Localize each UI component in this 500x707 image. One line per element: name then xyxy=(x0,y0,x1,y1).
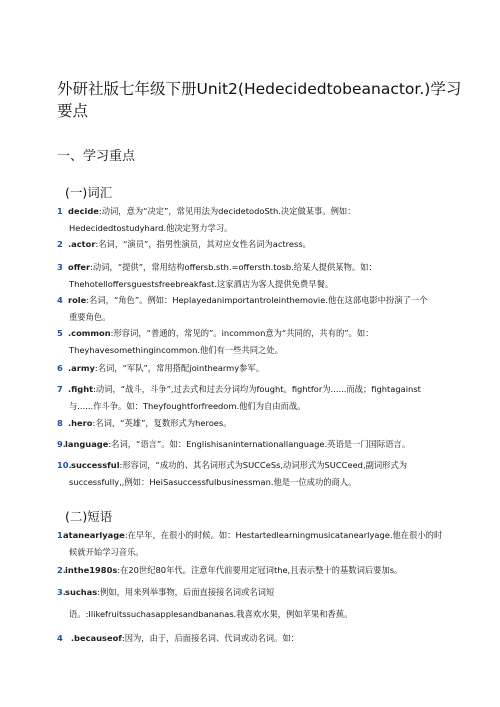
item-term: .army xyxy=(68,363,95,373)
phrase-heading: (二)短语 xyxy=(65,509,113,524)
item-term: .becauseof xyxy=(68,633,122,643)
vocab-item xyxy=(57,381,477,415)
item-number: 8 xyxy=(57,418,63,428)
item-number: 1 xyxy=(57,530,63,540)
item-term: decide xyxy=(68,206,99,216)
item-text: :名词，“演员”，指男性演员，其对应女性名词为actress。 xyxy=(95,239,311,249)
item-number: 3. xyxy=(57,587,66,597)
vocab-item xyxy=(57,360,477,377)
item-term: suchas xyxy=(65,587,98,597)
item-term: .common xyxy=(68,328,111,338)
item-number: 10. xyxy=(57,460,72,470)
item-number: 4 xyxy=(57,633,63,643)
doc-title-line2: 要点 xyxy=(57,102,89,120)
section-heading-key-points: 一、学习重点 xyxy=(57,149,136,164)
item-number: 6 xyxy=(57,363,63,373)
item-text: :名词，“军队”，常用搭配jointhearmy参军。 xyxy=(94,363,265,373)
item-term: inthe1980s xyxy=(65,565,118,575)
phrase-item xyxy=(57,584,477,623)
item-number: 9. xyxy=(57,439,66,449)
item-text: :名词，“角色”。例如：Heplayedanimportantroleinthemovie.他在这部电影中扮演了一个 xyxy=(86,295,428,305)
vocab-item xyxy=(57,457,477,491)
item-text-line2: 语。:Ilikefruitssuchasapplesandbananas.我喜欢水果，例如苹果和香蕉。 xyxy=(69,609,353,619)
item-text: :动词，“战斗，斗争”,过去式和过去分词均为fought。fightfor为......而战；fightagainst xyxy=(93,384,421,394)
item-number: 1 xyxy=(57,206,63,216)
item-text-line2: Thehotelloffersguestsfreebreakfast.这家酒店为客人提供免费早餐。 xyxy=(69,279,334,289)
phrase-item xyxy=(57,562,477,579)
item-term: .actor xyxy=(68,239,96,249)
item-number: 7 xyxy=(57,384,63,394)
item-term: language xyxy=(65,439,109,449)
item-number: 2. xyxy=(57,565,66,575)
item-text: :在早年，在很小的时候。如：Hestartedlearningmusicatanearlyage.他在很小的时 xyxy=(124,530,443,540)
item-number: 5 xyxy=(57,328,63,338)
item-text: :在20世纪80年代。注意年代前要用定冠词the,且表示整十的基数词后要加s。 xyxy=(117,565,403,575)
item-text-line2: Theyhavesomethingincommon.他们有一些共同之处。 xyxy=(69,345,283,355)
item-number: 4 xyxy=(57,295,63,305)
vocab-item xyxy=(57,325,477,359)
item-text: :动词，“提供”，常用结构offersb.sth.=offersth.tosb.给某人提供某物。如： xyxy=(90,262,377,272)
phrase-item xyxy=(57,630,477,647)
vocab-heading: (一)词汇 xyxy=(65,185,113,200)
item-term: role xyxy=(68,295,87,305)
vocab-item xyxy=(57,259,477,293)
item-text: :动词，意为“决定”，常见用法为decidetodoSth.决定做某事。例如： xyxy=(98,206,356,216)
item-text: :形容词，“成功的、其名词形式为SUCCeSs,动词形式为SUCCeed,副词形式为 xyxy=(119,460,408,470)
item-term: successful xyxy=(71,460,120,470)
item-number: 2 xyxy=(57,239,63,249)
item-text-line2: 候就开始学习音乐。 xyxy=(69,547,144,557)
item-text-line2: Hedecidedtostudyhard.他决定努力学习。 xyxy=(69,223,233,233)
vocab-item xyxy=(57,436,477,453)
item-term: offer xyxy=(68,262,91,272)
item-term: atanearlyage xyxy=(63,530,125,540)
item-text-line2: 重要角色。 xyxy=(69,312,111,322)
item-term: .fight xyxy=(68,384,94,394)
item-term: .hero xyxy=(68,418,93,428)
phrase-item xyxy=(57,527,477,561)
item-number: 3 xyxy=(57,262,63,272)
item-text: :名词，“语言”。如：Englishisaninternationallanguage.英语是一门国际语言。 xyxy=(108,439,411,449)
doc-title-line1: 外研社版七年级下册Unit2(Hedecidedtobeanactor.)学习 xyxy=(57,80,462,98)
item-text: :例如，用来列举事物，后面直接接名词或名词短 xyxy=(97,587,275,597)
item-text: :因为，由于，后面接名词、代词或动名词。如： xyxy=(121,633,299,643)
vocab-item xyxy=(57,203,477,237)
vocab-item xyxy=(57,292,477,326)
item-text: :形容词，“普通的，常见的”。incommon意为“共同的，共有的”。如： xyxy=(110,328,374,338)
vocab-item xyxy=(57,236,477,253)
item-text-line2: 与......作斗争。如：Theyfoughtforfreedom.他们为自由而战。 xyxy=(69,401,306,411)
item-text-line2: successfully,,例如：HeiSasuccessfulbusinessman.他是一位成功的商人。 xyxy=(69,477,357,487)
vocab-item xyxy=(57,415,477,432)
item-text: :名词，“英雄”，复数形式为heroes。 xyxy=(92,418,232,428)
